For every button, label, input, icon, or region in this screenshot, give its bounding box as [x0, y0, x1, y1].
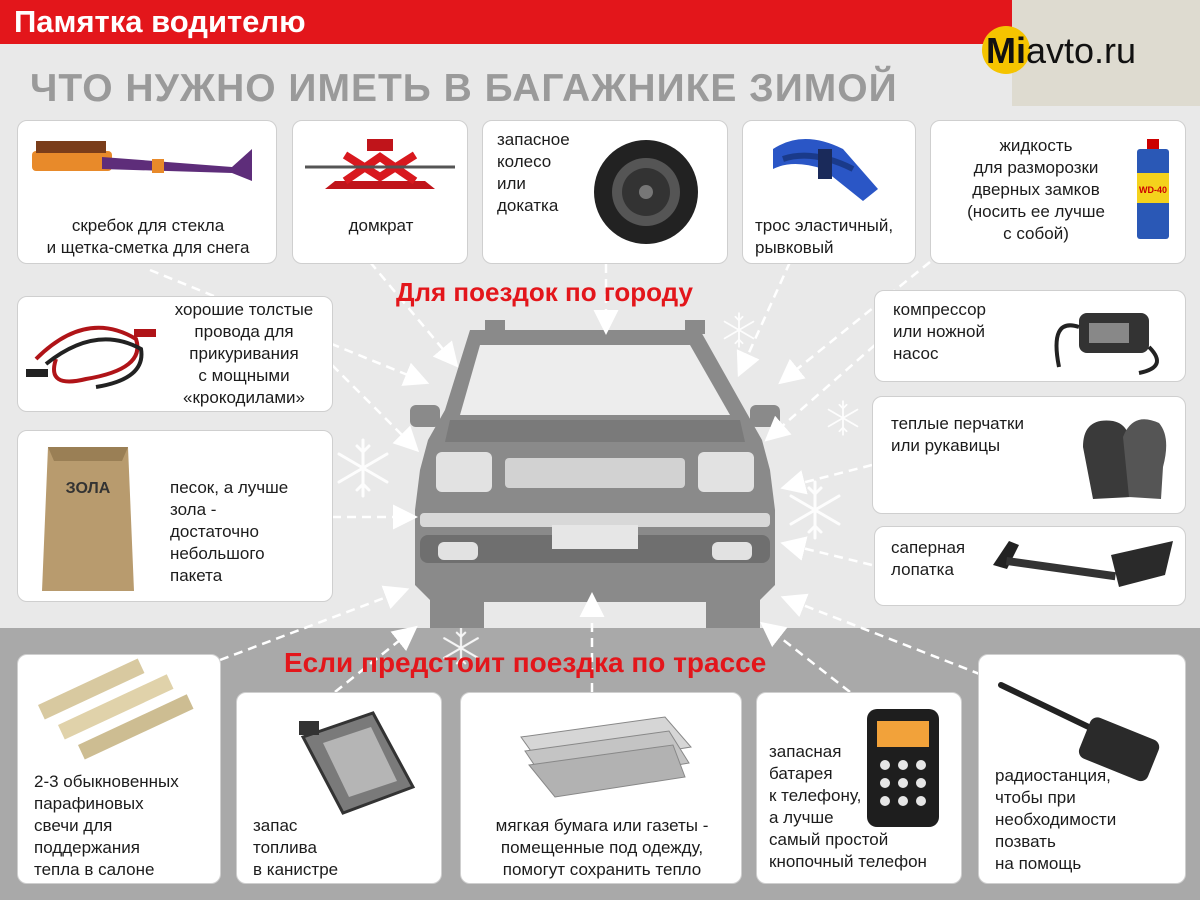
- item-label-sand: песок, а лучше зола - достаточно небольшого пакета: [170, 478, 289, 585]
- item-card-compressor: [874, 290, 1186, 382]
- item-card-gloves: [872, 396, 1186, 514]
- item-card-phone: [756, 692, 962, 884]
- item-card-lock-deicer: [930, 120, 1186, 264]
- item-label-candles: 2-3 обыкновенных парафиновых свечи для поддержания тепла в салоне: [34, 772, 179, 879]
- item-card-shovel: [874, 526, 1186, 606]
- item-card-jack: [292, 120, 468, 264]
- site-logo: Miavto.ru: [986, 30, 1137, 71]
- item-label-gloves: теплые перчатки или рукавицы: [891, 414, 1024, 455]
- folding-shovel-icon: [989, 535, 1179, 595]
- item-card-candles: [17, 654, 221, 884]
- section-title-highway: Если предстоит поездка по трассе: [284, 647, 767, 678]
- air-compressor-icon: [1049, 297, 1179, 377]
- item-label-spare-wheel: запасное колесо или докатка: [497, 130, 570, 215]
- candles-icon: [38, 665, 198, 755]
- item-label-scraper: скребок для стекла и щетка-сметка для снега: [46, 216, 250, 257]
- gloves-icon: [1073, 407, 1173, 507]
- sand-bag-icon: [38, 441, 138, 591]
- item-card-sand: [17, 430, 333, 602]
- item-card-scraper: [17, 120, 277, 264]
- item-label-radio: радиостанция, чтобы при необходимости позвать на помощь: [995, 766, 1117, 873]
- item-label-phone: запасная батарея к телефону, а лучше самый простой кнопочный телефон: [769, 742, 927, 871]
- svg-text:WD-40: WD-40: [1138, 185, 1168, 195]
- tow-rope-icon: [763, 129, 883, 209]
- item-label-compressor: компрессор или ножной насос: [893, 300, 986, 363]
- item-label-fuel: запас топлива в канистре: [253, 816, 339, 879]
- item-label-shovel: саперная лопатка: [891, 538, 966, 579]
- item-card-jumper-cables: [17, 296, 333, 412]
- section-title-city: Для поездок по городу: [396, 277, 693, 307]
- item-label-lock-deicer: жидкость для разморозки дверных замков (носить ее лучше с собой): [967, 136, 1105, 243]
- spray-can-icon: [1135, 139, 1171, 239]
- page-title: Памятка водителю: [14, 4, 306, 39]
- item-label-jumper-cables: хорошие толстые провода для прикуривания с мощными «крокодилами»: [174, 300, 314, 407]
- item-card-radio: [978, 654, 1186, 884]
- car-silhouette: [410, 320, 780, 628]
- item-label-tow-rope: трос эластичный, рывковый: [755, 216, 894, 257]
- page-subtitle: ЧТО НУЖНО ИМЕТЬ В БАГАЖНИКЕ ЗИМОЙ: [30, 67, 898, 110]
- item-card-tow-rope: [742, 120, 916, 264]
- tire-icon: [591, 137, 701, 247]
- item-card-fuel: [236, 692, 442, 884]
- car-jack-icon: [305, 129, 455, 199]
- item-card-paper: [460, 692, 742, 884]
- item-label-jack: домкрат: [348, 216, 414, 235]
- walkie-talkie-icon: [997, 675, 1177, 775]
- newspapers-icon: [515, 707, 695, 797]
- svg-text:ЗОЛА: ЗОЛА: [65, 480, 111, 497]
- item-label-paper: мягкая бумага или газеты - помещенные под одежду, помогут сохранить тепло: [495, 816, 709, 879]
- jerry-can-icon: [293, 707, 423, 817]
- item-card-spare-wheel: [482, 120, 728, 264]
- jumper-cables-icon: [26, 309, 156, 399]
- snow-brush-icon: [32, 135, 252, 195]
